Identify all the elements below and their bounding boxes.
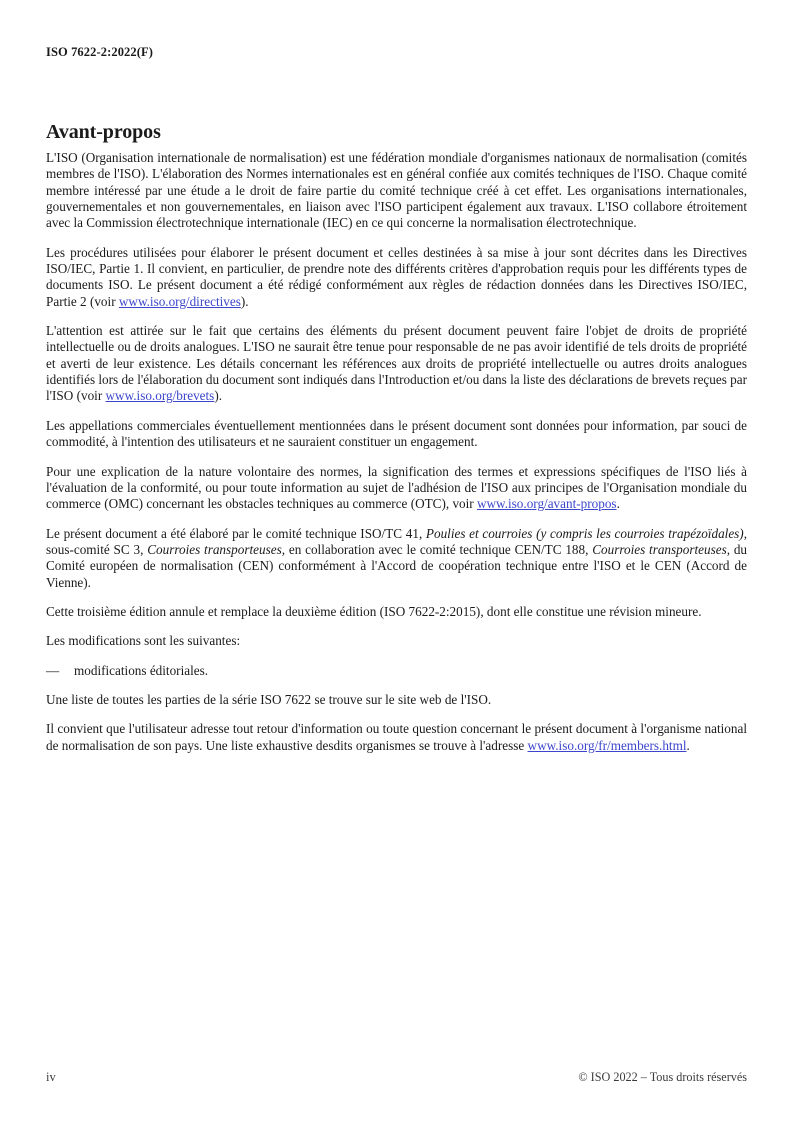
paragraph-6-committee	[46, 526, 747, 591]
document-reference: ISO 7622-2:2022(F)	[46, 45, 154, 59]
paragraph-8-modifications-intro: Les modifications sont les suivantes:	[46, 633, 241, 649]
paragraph-5-text-after: .	[616, 496, 620, 512]
paragraph-9-series-list: Une liste de toutes les parties de la série ISO 7622 se trouve sur le site web de l'ISO.	[46, 691, 492, 707]
link-iso-avant-propos[interactable]: www.iso.org/avant-propos	[477, 496, 617, 512]
link-iso-members[interactable]: www.iso.org/fr/members.html	[527, 737, 687, 753]
paragraph-5-text-before: Pour une explication de la nature volontaire des normes, la signification des termes et expressions spécifiques de l'ISO liés à l'évaluation de la conformité, ou pour toute information au sujet de l'adhésion de l'ISO aux principes de l'Organisation mondiale du commerce (OMC) concernant les obstacles techniques au commerce (OTC), voir	[46, 463, 747, 512]
committee-text-2: , sous-comité SC 3,	[46, 525, 747, 557]
document-page	[46, 0, 747, 1122]
page-number: iv	[46, 1070, 56, 1084]
link-iso-directives[interactable]: www.iso.org/directives	[118, 293, 241, 309]
committee-title-cen-tc188: Courroies transporteuses,	[592, 541, 731, 557]
em-dash-marker: —	[46, 662, 60, 678]
list-item-label: modifications éditoriales.	[74, 662, 209, 678]
page-title: Avant-propos	[46, 121, 161, 144]
foreword-body	[46, 150, 747, 767]
paragraph-2	[46, 245, 747, 310]
paragraph-2-text-before: Les procédures utilisées pour élaborer le présent document et celles destinées à sa mise à jour sont décrites dans les Directives ISO/IEC, Partie 1. Il convient, en particulier, de prendre note des différents critères d'approbation requis pour les différents types de documents ISO. Le présent document a été rédigé conformément aux règles de rédaction données dans les Directives ISO/IEC, Partie 2 (voir	[46, 244, 747, 309]
paragraph-2-text-after: ).	[240, 293, 249, 309]
paragraph-10-text-before: Il convient que l'utilisateur adresse tout retour d'information ou toute question concernant le présent document à l'organisme national de normalisation de son pays. Une liste exhaustive desdits organismes se trouve à l'adresse	[46, 721, 747, 753]
committee-text-1: Le présent document a été élaboré par le comité technique ISO/TC 41,	[46, 525, 426, 541]
link-iso-brevets[interactable]: www.iso.org/brevets	[105, 388, 215, 404]
page-footer	[46, 1070, 747, 1090]
committee-text-4: du Comité européen de normalisation (CEN) conformément à l'Accord de coopération technique entre l'ISO et le CEN (Accord de Vienne).	[46, 541, 748, 590]
paragraph-5	[46, 464, 747, 513]
paragraph-7-edition: Cette troisième édition annule et remplace la deuxième édition (ISO 7622-2:2015), dont elle constitue une révision mineure.	[46, 603, 702, 619]
paragraph-4: Les appellations commerciales éventuellement mentionnées dans le présent document sont données pour information, par souci de commodité, à l'intention des utilisateurs et ne sauraient constituer un engagement.	[46, 417, 747, 450]
paragraph-3-text-after: ).	[214, 388, 223, 404]
committee-title-sc3: Courroies transporteuses,	[147, 541, 286, 557]
copyright-notice: © ISO 2022 – Tous droits réservés	[578, 1070, 747, 1084]
paragraph-3	[46, 323, 747, 405]
paragraph-10-text-after: .	[686, 737, 690, 753]
paragraph-10-feedback	[46, 721, 747, 754]
paragraph-3-text-before: L'attention est attirée sur le fait que certains des éléments du présent document peuvent faire l'objet de droits de propriété intellectuelle ou de droits analogues. L'ISO ne saurait être tenue pour responsable de ne pas avoir identifié de tels droits de propriété et averti de leur existence. Les détails concernant les références aux droits de propriété intellectuelle ou autres droits analogues identifiés lors de l'élaboration du document sont indiqués dans l'Introduction et/ou dans la liste des déclarations de brevets reçues par l'ISO (voir	[46, 323, 747, 404]
paragraph-1: L'ISO (Organisation internationale de normalisation) est une fédération mondiale d'organismes nationaux de normalisation (comités membres de l'ISO). L'élaboration des Normes internationales est en général confiée aux comités techniques de l'ISO. Chaque comité membre intéressé par une étude a le droit de faire partie du comité technique créé à cet effet. Les organisations internationales, gouvernementales et non gouvernementales, en liaison avec l'ISO participent également aux travaux. L'ISO collabore étroitement avec la Commission électrotechnique internationale (IEC) en ce qui concerne la normalisation électrotechnique.	[46, 150, 747, 231]
list-item	[46, 663, 747, 679]
committee-text-3: en collaboration avec le comité technique CEN/TC 188,	[285, 541, 593, 557]
committee-title-tc41: Poulies et courroies (y compris les courroies trapézoïdales)	[425, 525, 744, 541]
